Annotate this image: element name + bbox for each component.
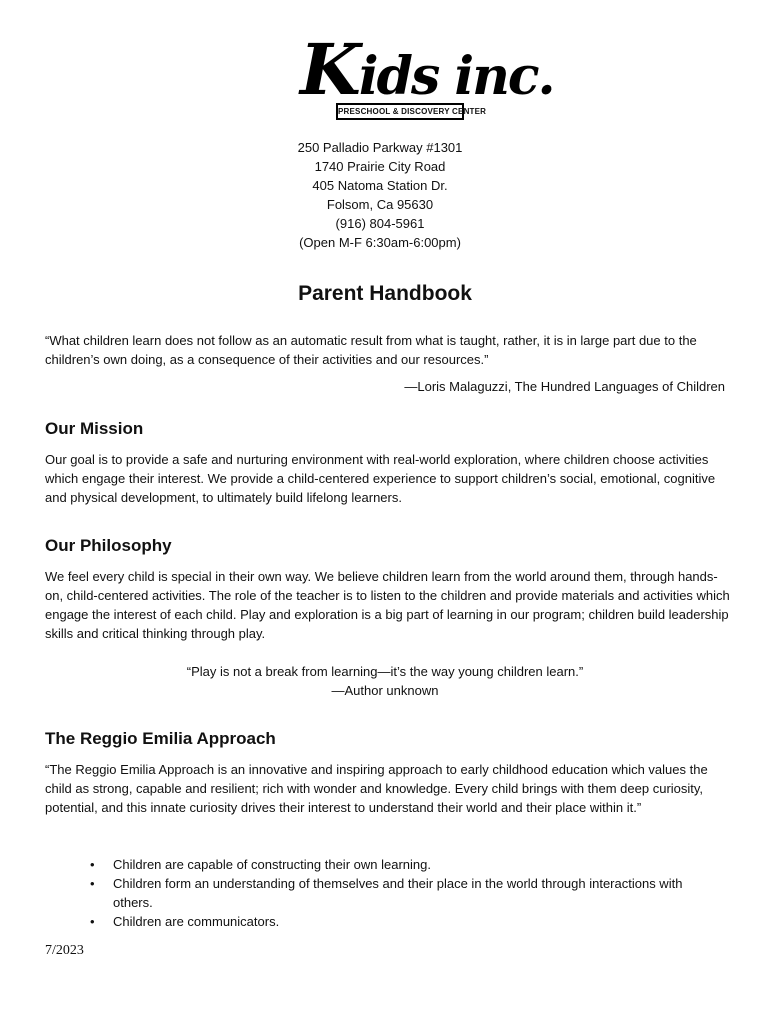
mission-body: Our goal is to provide a safe and nurturing environment with real-world exploration, where children choose activities which engage their interest. We provide a child-centered experience to support children’s social, emotional, cognitive and physical development, to ultimately build lifelong learners. (45, 452, 716, 505)
logo-tagline: PRESCHOOL & DISCOVERY CENTER (336, 103, 464, 120)
list-item (90, 874, 710, 912)
quote-attribution: —Loris Malaguzzi, The Hundred Languages of Children (404, 379, 725, 394)
address-line: 250 Palladio Parkway #1301 (297, 140, 463, 155)
address-block (230, 138, 530, 252)
logo-initial: K (300, 28, 359, 111)
logo-word: ids inc. (358, 46, 554, 107)
page-title: Parent Handbook (298, 282, 472, 305)
list-item-text: Children are capable of constructing their own learning. (113, 857, 431, 872)
opening-hours: (Open M-F 6:30am-6:00pm) (299, 235, 461, 250)
play-quote: “Play is not a break from learning—it’s the way young children learn.” (186, 664, 584, 679)
play-quote-author: —Author unknown (331, 683, 439, 698)
bullet-icon: • (90, 857, 95, 872)
reggio-bullet-list (90, 855, 710, 931)
opening-quote: “What children learn does not follow as an automatic result from what is taught, rather, it is in large part due to the children’s own doing, as a consequence of their activities and our resources.” (45, 333, 697, 367)
kids-inc-logo (300, 28, 554, 132)
phone-number: (916) 804-5961 (335, 216, 425, 231)
list-item-text: Children are communicators. (113, 914, 280, 929)
reggio-body: “The Reggio Emilia Approach is an innovative and inspiring approach to early childhood education which values the child as strong, capable and resilient; rich with wonder and knowledge. Every child brings with them deep curiosity, potential, and this innate curiosity drives their interest to understand their world and their place within it.” (45, 762, 708, 815)
list-item (90, 912, 710, 931)
address-city: Folsom, Ca 95630 (326, 197, 434, 212)
reggio-heading: The Reggio Emilia Approach (45, 729, 276, 748)
mission-heading: Our Mission (45, 419, 144, 438)
address-line: 405 Natoma Station Dr. (312, 178, 448, 193)
bullet-icon: • (90, 914, 95, 929)
philosophy-body: We feel every child is special in their own way. We believe children learn from the world around them, through hands-on, child-centered activities. The role of the teacher is to listen to the children and provide materials and activities which engage the interest of each child. Play and exploration is a big part of learning in our program; children build leadership skills and critical thinking through play. (45, 569, 730, 641)
logo-wordmark (300, 28, 554, 111)
list-item-text: Children form an understanding of themselves and their place in the world through interactions with others. (113, 876, 683, 910)
address-line: 1740 Prairie City Road (314, 159, 446, 174)
footer-date: 7/2023 (45, 943, 84, 958)
list-item (90, 855, 710, 874)
philosophy-heading: Our Philosophy (45, 536, 172, 555)
bullet-icon: • (90, 876, 95, 891)
